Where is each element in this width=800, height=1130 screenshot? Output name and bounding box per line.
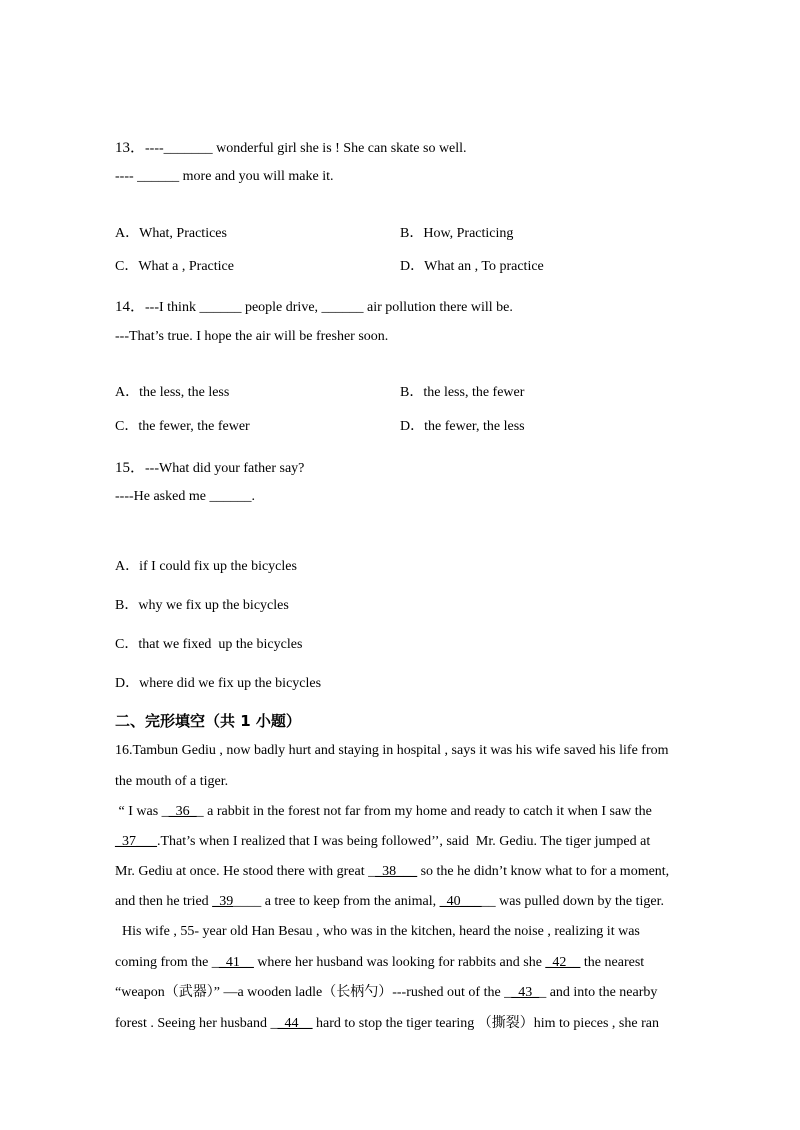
- question-13-line2: ---- ______ more and you will make it.: [115, 169, 334, 184]
- passage-line: [115, 893, 664, 911]
- option-a: A．What, Practices: [115, 226, 227, 241]
- option-b: B．the less, the fewer: [400, 385, 525, 400]
- passage-text: “weapon（武器）” —a wooden ladle（长柄勺）---rushed out of the _: [115, 985, 512, 1000]
- question-stem: ---What did your father say?: [145, 461, 305, 476]
- passage-line: [115, 954, 644, 972]
- blank-38: _38___: [375, 864, 418, 879]
- passage-line: [115, 863, 669, 881]
- passage-line: [115, 833, 650, 851]
- blank-41: _41__: [218, 955, 254, 970]
- passage-line: [115, 984, 657, 1002]
- blank-42: _42__: [545, 955, 581, 970]
- blank-39: _39: [212, 894, 234, 909]
- passage-line: the mouth of a tiger.: [115, 774, 229, 789]
- question-15-line2: ----He asked me ______.: [115, 489, 255, 504]
- passage-text: __ was pulled down by the tiger.: [481, 894, 664, 909]
- passage-text: _ and into the nearby: [539, 985, 658, 1000]
- section-title: 二、完形填空（共 1 小题）: [115, 712, 301, 730]
- blank-36: _36_: [168, 804, 197, 819]
- passage-line: [115, 1015, 659, 1033]
- question-14-line1: [115, 298, 513, 317]
- option-c: C．that we fixed up the bicycles: [115, 637, 303, 652]
- question-number: 15．: [115, 460, 146, 476]
- passage-text: ____ a tree to keep from the animal,: [233, 894, 440, 909]
- option-a: A．the less, the less: [115, 385, 230, 400]
- blank-40: _40___: [439, 894, 482, 909]
- question-number: 14．: [115, 299, 146, 315]
- blank-37: _37___: [115, 834, 157, 849]
- question-14-line2: ---That’s true. I hope the air will be fresher soon.: [115, 329, 389, 344]
- passage-text: where her husband was looking for rabbits and she: [253, 955, 546, 970]
- passage-text: forest . Seeing her husband _: [115, 1016, 278, 1031]
- option-a: A．if I could fix up the bicycles: [115, 559, 297, 574]
- option-b: B．why we fix up the bicycles: [115, 598, 289, 613]
- question-13-line1: [115, 139, 467, 158]
- passage-line: 16.Tambun Gediu , now badly hurt and staying in hospital , says it was his wife saved his life from: [115, 743, 669, 758]
- question-15-line1: [115, 459, 304, 478]
- passage-text: the nearest: [580, 955, 645, 970]
- passage-text: _ a rabbit in the forest not far from my home and ready to catch it when I saw the: [196, 804, 652, 819]
- passage-text: and then he tried: [115, 894, 213, 909]
- passage-text: so the he didn’t know what to for a moment,: [417, 864, 670, 879]
- passage-text: Mr. Gediu at once. He stood there with great _: [115, 864, 376, 879]
- question-number: 13．: [115, 140, 146, 156]
- passage-text: .That’s when I realized that I was being followed’’, said Mr. Gediu. The tiger jumped at: [157, 834, 651, 849]
- option-d: D．the fewer, the less: [400, 419, 525, 434]
- passage-text: “ I was _: [115, 804, 169, 819]
- blank-43: _43_: [511, 985, 540, 1000]
- passage-line: [115, 803, 652, 821]
- blank-44: _44__: [277, 1016, 313, 1031]
- question-stem: ----_______ wonderful girl she is ! She can skate so well.: [145, 141, 467, 156]
- passage-text: hard to stop the tiger tearing （撕裂）him to pieces , she ran: [312, 1016, 659, 1031]
- option-c: C．the fewer, the fewer: [115, 419, 250, 434]
- option-d: D．where did we fix up the bicycles: [115, 676, 322, 691]
- option-c: C．What a , Practice: [115, 259, 234, 274]
- option-d: D．What an , To practice: [400, 259, 544, 274]
- passage-line: His wife , 55- year old Han Besau , who was in the kitchen, heard the noise , realizing it was: [115, 924, 640, 939]
- passage-text: coming from the _: [115, 955, 219, 970]
- option-b: B．How, Practicing: [400, 226, 514, 241]
- question-stem: ---I think ______ people drive, ______ air pollution there will be.: [145, 300, 513, 315]
